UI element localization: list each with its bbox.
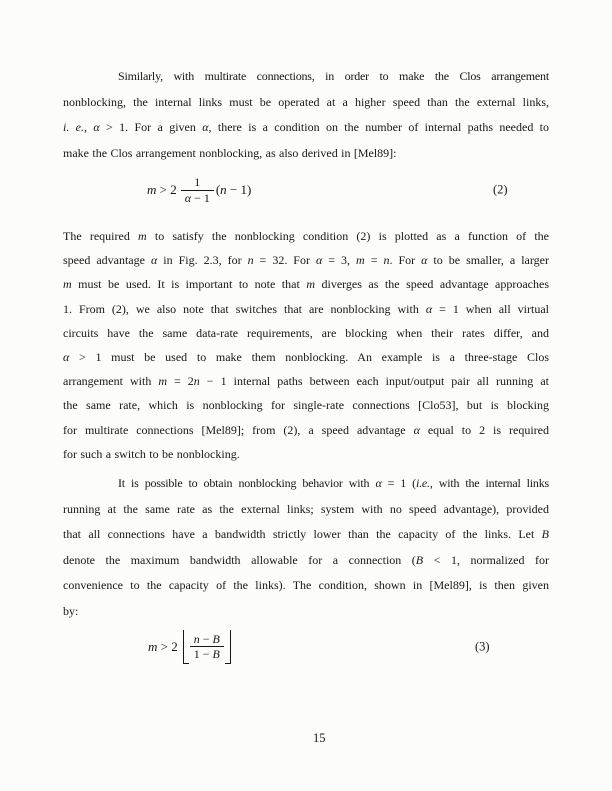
floor-expression xyxy=(183,630,231,664)
paragraph xyxy=(63,224,549,466)
text-line: by: xyxy=(63,603,79,618)
text-line: for multirate connections [Mel89]; from (2), a speed advantage α equal to 2 is required xyxy=(63,422,549,437)
text-line: It is possible to obtain nonblocking behavior with α = 1 (i.e., with the internal links xyxy=(118,476,550,490)
text-line: Similarly, with multirate connections, in order to make the Clos arrangement xyxy=(118,69,549,83)
text-line: make the Clos arrangement nonblocking, as also derived in [Mel89]: xyxy=(63,146,397,161)
fraction-denominator: α − 1 xyxy=(184,190,210,205)
text-line: m must be used. It is important to note that m diverges as the speed advantage approaches xyxy=(63,277,549,292)
text-line: for such a switch to be nonblocking. xyxy=(63,446,240,461)
text-line: nonblocking, the internal links must be operated at a higher speed than the external links, xyxy=(63,94,549,109)
paragraph xyxy=(63,471,549,625)
floor-bracket-right-icon xyxy=(225,630,231,664)
page-number: 15 xyxy=(313,731,326,745)
equation-lhs: m > 2 xyxy=(148,639,178,654)
fraction xyxy=(181,175,214,204)
equation-number: (2) xyxy=(493,182,508,197)
text-line: circuits have the same data-rate requirements, are blocking when their rates differ, and xyxy=(63,325,549,340)
text-line: arrangement with m = 2n − 1 internal paths between each input/output pair all running at xyxy=(63,374,549,389)
text-line: that all connections have a bandwidth strictly lower than the capacity of the links. Let B xyxy=(63,527,549,542)
fraction-numerator: 1 xyxy=(194,175,201,190)
text-line: 1. From (2), we also note that switches that are nonblocking with α = 1 when all virtual xyxy=(63,301,550,316)
text-line: denote the maximum bandwidth allowable for a connection (B < 1, normalized for xyxy=(63,552,549,567)
equation-2 xyxy=(63,167,612,213)
fraction xyxy=(189,630,225,664)
equation-number: (3) xyxy=(475,639,490,654)
text-line: speed advantage α in Fig. 2.3, for n = 32. For α = 3, m = n. For α to be smaller, a larger xyxy=(63,253,549,268)
equation-3 xyxy=(63,624,612,670)
text-line: running at the same rate as the external links; system with no speed advantage), provided xyxy=(63,501,549,516)
text-line: The required m to satisfy the nonblocking condition (2) is plotted as a function of the xyxy=(63,229,550,243)
text-line: convenience to the capacity of the links). The condition, shown in [Mel89], is then given xyxy=(63,578,549,593)
text-line: the same rate, which is nonblocking for single-rate connections [Clo53], but is blocking xyxy=(63,398,549,413)
text-line: α > 1 must be used to make them nonblocking. An example is a three-stage Clos xyxy=(63,350,549,365)
fraction-numerator: n − B xyxy=(193,631,220,646)
equation-tail: (n − 1) xyxy=(215,182,252,197)
fraction-denominator: 1 − B xyxy=(193,647,220,661)
paragraph xyxy=(63,64,549,167)
equation-lhs: m > 2 xyxy=(147,182,177,197)
text-line: i. e., α > 1. For a given α, there is a condition on the number of internal paths needed to xyxy=(63,120,550,135)
